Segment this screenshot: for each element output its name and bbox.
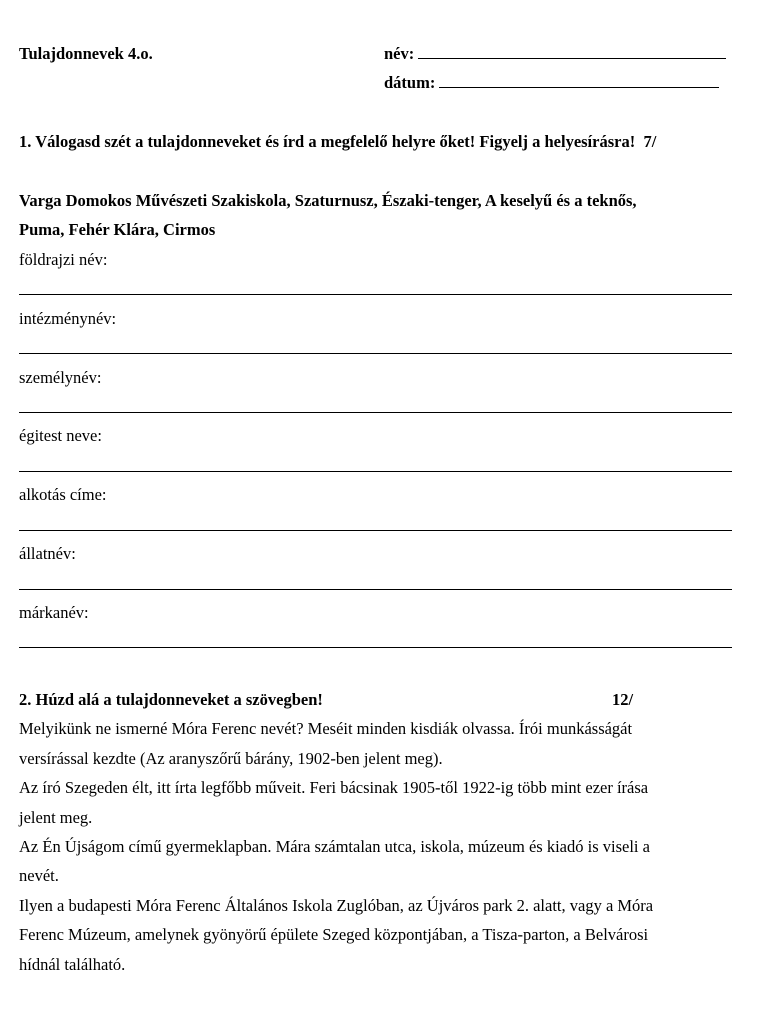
task2-heading: 2. Húzd alá a tulajdonneveket a szövegben! — [19, 690, 323, 709]
answer-line-artwork[interactable] — [19, 530, 732, 531]
task2-text-line-7: Ilyen a budapesti Móra Ferenc Általános Iskola Zuglóban, az Újváros park 2. alatt, vagy a Móra — [19, 896, 654, 915]
date-field[interactable] — [384, 73, 719, 93]
name-blank[interactable] — [418, 57, 726, 59]
task2-text-line-8: Ferenc Múzeum, amelynek gyönyörű épülete Szeged központjában, a Tisza-parton, a Belvárosi — [19, 925, 649, 944]
category-label-animal: állatnév: — [19, 544, 76, 563]
task2-text-line-3: Az író Szegeden élt, itt írta legfőbb műveit. Feri bácsinak 1905-től 1922-ig több mint ezer írása — [19, 778, 649, 797]
task2-text-line-2: versírással kezdte (Az aranyszőrű bárány, 1902-ben jelent meg). — [19, 749, 443, 768]
task2-text-line-9: hídnál található. — [19, 955, 126, 974]
category-label-institution: intézménynév: — [19, 309, 117, 328]
answer-line-animal[interactable] — [19, 589, 732, 590]
date-label: dátum: — [384, 73, 436, 92]
task2-text-line-4: jelent meg. — [19, 808, 93, 827]
answer-line-brand[interactable] — [19, 647, 732, 648]
answer-line-geographic[interactable] — [19, 294, 732, 295]
task1-heading — [19, 132, 656, 152]
task2-text-line-6: nevét. — [19, 866, 59, 885]
task1-instruction: 1. Válogasd szét a tulajdonneveket és írd a megfelelő helyre őket! Figyelj a helyesírásra! — [19, 132, 636, 151]
task2-text-line-1: Melyikünk ne ismerné Móra Ferenc nevét? Meséit minden kisdiák olvassa. Írói munkásságát — [19, 719, 633, 738]
task1-points: 7/ — [643, 132, 657, 151]
worksheet-title: Tulajdonnevek 4.o. — [19, 44, 153, 63]
category-label-geographic: földrajzi név: — [19, 250, 108, 269]
task2-text-line-5: Az Én Újságom című gyermeklapban. Mára számtalan utca, iskola, múzeum és kiadó is viseli a — [19, 837, 650, 856]
date-blank[interactable] — [439, 86, 719, 88]
task1-word-list-line-1: Varga Domokos Művészeti Szakiskola, Szaturnusz, Északi-tenger, A keselyű és a teknős, — [19, 191, 637, 210]
category-label-artwork: alkotás címe: — [19, 485, 107, 504]
category-label-brand: márkanév: — [19, 603, 89, 622]
task1-word-list-line-2: Puma, Fehér Klára, Cirmos — [19, 220, 216, 239]
answer-line-celestial[interactable] — [19, 471, 732, 472]
category-label-person: személynév: — [19, 368, 102, 387]
task2-points: 12/ — [612, 690, 634, 709]
name-label: név: — [384, 44, 415, 63]
name-field[interactable] — [384, 44, 726, 64]
answer-line-person[interactable] — [19, 412, 732, 413]
answer-line-institution[interactable] — [19, 353, 732, 354]
category-label-celestial: égitest neve: — [19, 426, 102, 445]
